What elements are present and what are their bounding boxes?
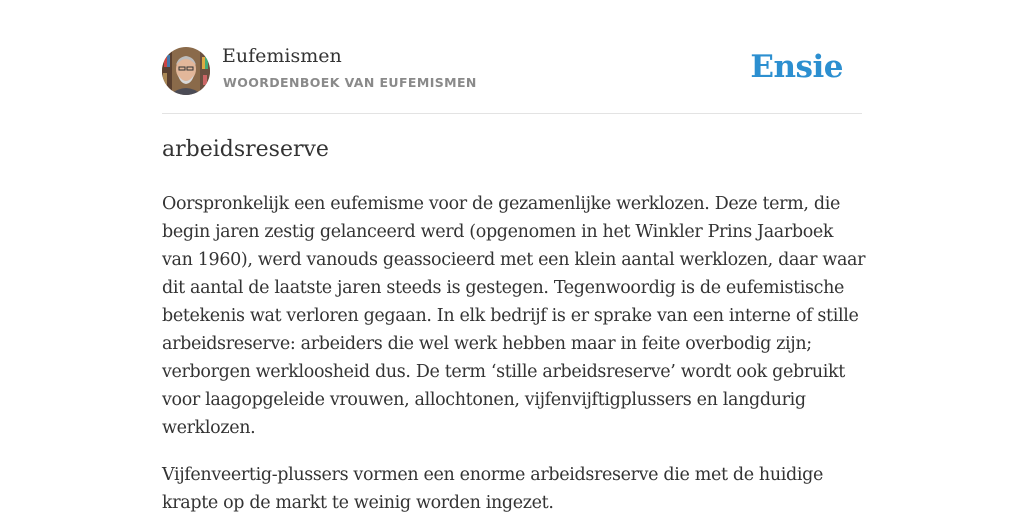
avatar-image xyxy=(162,47,210,95)
author-avatar[interactable] xyxy=(162,47,210,95)
entry-title: arbeidsreserve xyxy=(162,137,329,162)
entry-definition: Oorspronkelijk een eufemisme voor de gezamenlijke werklozen. Deze term, die begin jaren zestig gelanceerd werd (opgenomen in het Winkler Prins Jaarboek van 1960), werd vanouds geassocieerd met een klein aantal werklozen, daar waar dit aantal de laatste jaren steeds is gestegen. Tegenwoordig is de eufemistische betekenis wat verloren gegaan. In elk bedrijf is er sprake van een interne of stille arbeidsreserve: arbeiders die wel werk hebben maar in feite overbodig zijn; verborgen werkloosheid dus. De term ‘stille arbeidsreserve’ wordt ook gebruikt voor laagopgeleide vrouwen, allochtonen, vijfenvijftigplussers en langdurig werklozen. xyxy=(162,194,866,438)
source-subtitle[interactable]: WOORDENBOEK VAN EUFEMISMEN xyxy=(223,75,477,90)
source-name[interactable]: Eufemismen xyxy=(222,45,342,67)
header xyxy=(162,0,862,114)
entry-example: Vijfenveertig-plussers vormen een enorme arbeidsreserve die met de huidige krapte op de markt te weinig worden ingezet. xyxy=(162,465,823,512)
ensie-logo[interactable]: Ensie xyxy=(750,49,843,85)
content-container xyxy=(162,0,866,512)
